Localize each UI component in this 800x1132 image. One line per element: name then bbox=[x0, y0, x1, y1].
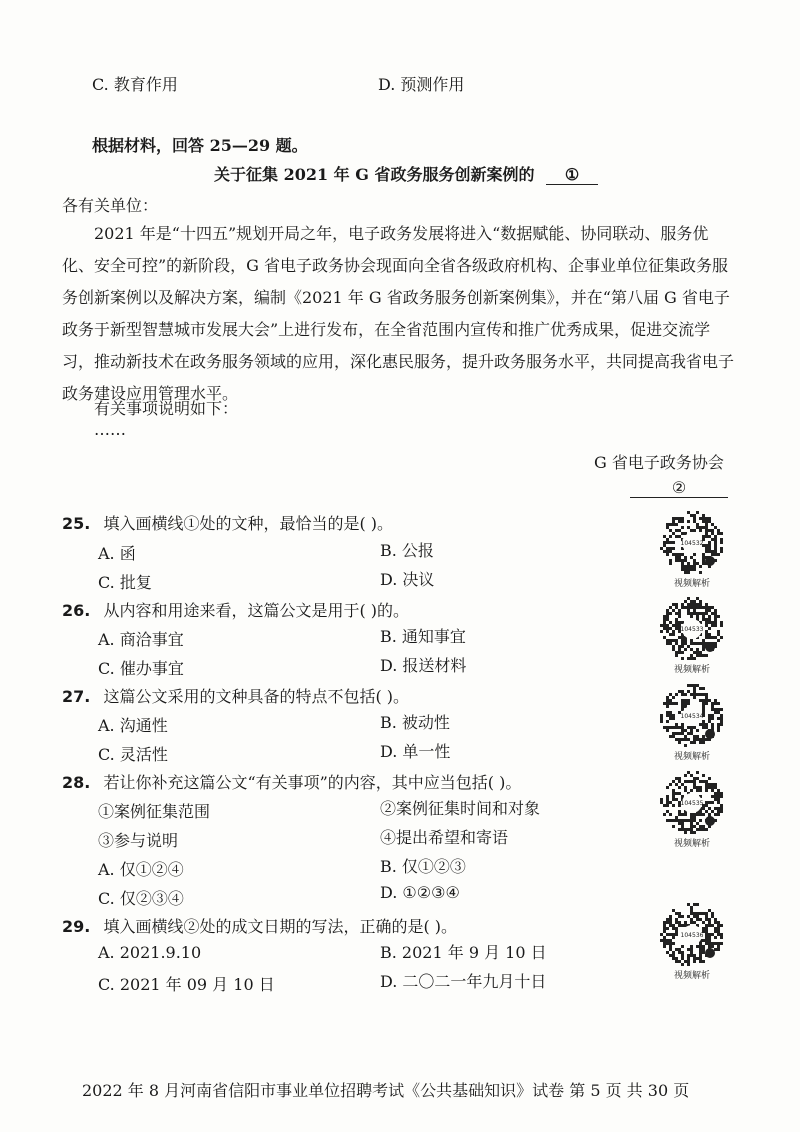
qr-video-label: 视频解析 bbox=[673, 665, 710, 675]
prev-option-c: C. 教育作用 bbox=[92, 75, 178, 94]
notice-title-blank: ① bbox=[546, 165, 598, 185]
q27-option-d: D. 单一性 bbox=[380, 742, 451, 761]
q27-option-b: B. 被动性 bbox=[380, 713, 450, 732]
question-25 bbox=[62, 511, 393, 534]
notice-title-text: 关于征集 2021 年 G 省政务服务创新案例的 bbox=[214, 165, 535, 184]
question-29 bbox=[62, 914, 457, 937]
notice-title bbox=[214, 162, 598, 185]
question-number: 29. bbox=[62, 917, 91, 936]
q29-option-c: C. 2021 年 09 月 10 日 bbox=[98, 975, 275, 994]
q29-option-b: B. 2021 年 9 月 10 日 bbox=[380, 943, 547, 962]
q27-option-c: C. 灵活性 bbox=[98, 745, 168, 764]
notice-signature: G 省电子政务协会 bbox=[594, 453, 724, 472]
question-26 bbox=[62, 598, 409, 621]
q28-statement-3: ③参与说明 bbox=[98, 831, 179, 850]
question-27 bbox=[62, 684, 409, 707]
q29-option-a: A. 2021.9.10 bbox=[98, 943, 202, 962]
qr-video-label: 视频解析 bbox=[673, 971, 710, 981]
q28-option-a: A. 仅①②④ bbox=[98, 860, 184, 879]
qr-code-icon bbox=[659, 683, 725, 749]
question-number: 28. bbox=[62, 773, 91, 792]
question-28 bbox=[62, 770, 521, 793]
q28-statement-4: ④提出希望和寄语 bbox=[380, 828, 509, 847]
question-number: 25. bbox=[62, 514, 91, 533]
q29-option-d: D. 二〇二一年九月十日 bbox=[380, 972, 547, 991]
question-stem: 若让你补充这篇公文“有关事项”的内容，其中应当包括( )。 bbox=[103, 773, 522, 792]
q26-option-d: D. 报送材料 bbox=[380, 656, 467, 675]
question-stem: 从内容和用途来看，这篇公文是用于( )的。 bbox=[103, 601, 410, 620]
notice-body: 2021 年是“十四五”规划开局之年，电子政务发展将进入“数据赋能、协同联动、服务优化、安全可控”的新阶段，G 省电子政务协会现面向全省各级政府机构、企事业单位征集政务服务创新案例以及解决方案，编制《2021 年 G 省政务服务创新案例集》，并在“第八届 G 省电子政务于新型智慧城市发展大会”上进行发布，在全省范围内宣传和推广优秀成果，促进交流学习，推动新技术在政务服务领域的应用，深化惠民服务，提升政务服务水平，共同提高我省电子政务建设应用管理水平。 bbox=[62, 224, 735, 403]
notice-ellipsis: …… bbox=[94, 420, 126, 439]
qr-code-number: 104532 bbox=[680, 540, 704, 547]
q28-option-b: B. 仅①②③ bbox=[380, 857, 466, 876]
page-footer: 2022 年 8 月河南省信阳市事业单位招聘考试《公共基础知识》试卷 第 5 页 共 30 页 bbox=[82, 1081, 690, 1100]
notice-items-intro: 有关事项说明如下： bbox=[94, 399, 239, 418]
qr-video-label: 视频解析 bbox=[673, 579, 710, 589]
qr-video-label: 视频解析 bbox=[673, 839, 710, 849]
q26-option-a: A. 商洽事宜 bbox=[98, 630, 184, 649]
qr-code-icon bbox=[659, 902, 725, 968]
q26-option-b: B. 通知事宜 bbox=[380, 627, 466, 646]
qr-code-icon bbox=[659, 596, 725, 662]
notice-salutation: 各有关单位： bbox=[62, 196, 159, 215]
question-stem: 填入画横线②处的成文日期的写法，正确的是( )。 bbox=[103, 917, 458, 936]
qr-code-number: 104535 bbox=[680, 800, 704, 807]
qr-video-label: 视频解析 bbox=[673, 752, 710, 762]
qr-code-number: 104536 bbox=[680, 932, 704, 939]
qr-code-number: 104534 bbox=[680, 713, 704, 720]
q28-option-c: C. 仅②③④ bbox=[98, 889, 184, 908]
q25-option-a: A. 函 bbox=[98, 544, 136, 563]
q25-option-b: B. 公报 bbox=[380, 541, 434, 560]
q25-option-d: D. 决议 bbox=[380, 570, 435, 589]
q28-statement-2: ②案例征集时间和对象 bbox=[380, 799, 541, 818]
question-number: 27. bbox=[62, 687, 91, 706]
q28-option-d: D. ①②③④ bbox=[380, 883, 460, 902]
q26-option-c: C. 催办事宜 bbox=[98, 659, 184, 678]
material-instruction: 根据材料，回答 25—29 题。 bbox=[92, 136, 308, 155]
prev-option-d: D. 预测作用 bbox=[378, 75, 465, 94]
q27-option-a: A. 沟通性 bbox=[98, 716, 168, 735]
q25-option-c: C. 批复 bbox=[98, 573, 152, 592]
q28-statement-1: ①案例征集范围 bbox=[98, 802, 211, 821]
question-number: 26. bbox=[62, 601, 91, 620]
qr-code-icon bbox=[659, 770, 725, 836]
notice-date-blank: ② bbox=[630, 478, 728, 498]
qr-code-icon bbox=[659, 510, 725, 576]
question-stem: 填入画横线①处的文种，最恰当的是( )。 bbox=[103, 514, 394, 533]
qr-code-number: 104533 bbox=[680, 626, 704, 633]
question-stem: 这篇公文采用的文种具备的特点不包括( )。 bbox=[103, 687, 410, 706]
